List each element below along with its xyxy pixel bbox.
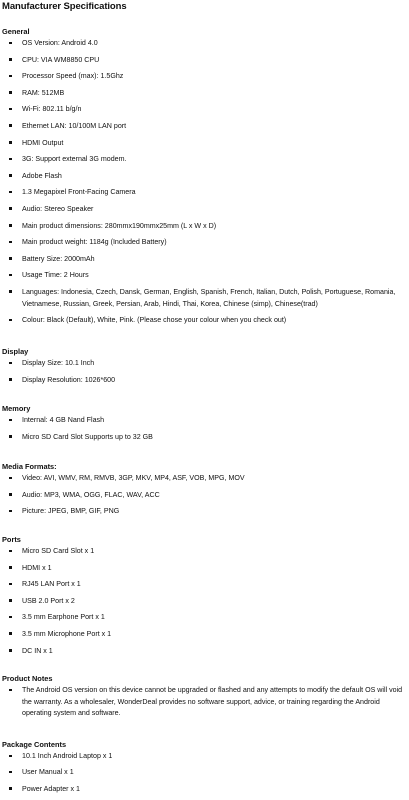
bullet-icon	[9, 224, 12, 227]
list-item: 3G: Support external 3G modem.	[2, 154, 404, 171]
section-title-general: General	[2, 27, 30, 36]
bullet-icon	[9, 124, 12, 127]
list-item: USB 2.0 Port x 2	[2, 596, 404, 613]
bullet-icon	[9, 174, 12, 177]
list-item: Audio: MP3, WMA, OGG, FLAC, WAV, ACC	[2, 490, 404, 507]
list-item: Main product dimensions: 280mmx190mmx25mm (L x W x D)	[2, 221, 404, 238]
list-item: Colour: Black (Default), White, Pink. (Please chose your colour when you check out)	[2, 315, 404, 332]
bullet-icon	[9, 566, 12, 569]
list-item: Battery Size: 2000mAh	[2, 254, 404, 271]
bullet-icon	[9, 158, 12, 161]
section-display	[2, 347, 404, 391]
list-item: Main product weight: 1184g (Included Battery)	[2, 237, 404, 254]
bullet-icon	[9, 191, 12, 194]
list-item: RJ45 LAN Port x 1	[2, 579, 404, 596]
list-item: Video: AVI, WMV, RM, RMVB, 3GP, MKV, MP4, ASF, VOB, MPG, MOV	[2, 473, 404, 490]
bullet-icon	[9, 477, 12, 480]
list-item: CPU: VIA WM8850 CPU	[2, 55, 404, 72]
list-item: Ethernet LAN: 10/100M LAN port	[2, 121, 404, 138]
bullet-icon	[9, 42, 12, 45]
list-item: DC IN x 1	[2, 646, 404, 663]
media-list	[2, 473, 404, 523]
memory-list	[2, 415, 404, 448]
bullet-icon	[9, 257, 12, 260]
list-item: Internal: 4 GB Nand Flash	[2, 415, 404, 432]
package-list	[2, 751, 404, 800]
list-item: RAM: 512MB	[2, 88, 404, 105]
ports-list	[2, 546, 404, 662]
list-item: Micro SD Card Slot Supports up to 32 GB	[2, 432, 404, 449]
section-package-contents	[2, 740, 404, 800]
list-item: OS Version: Android 4.0	[2, 38, 404, 55]
section-product-notes	[2, 674, 404, 720]
page-title: Manufacturer Specifications	[2, 1, 127, 12]
list-item: 10.1 Inch Android Laptop x 1	[2, 751, 404, 767]
bullet-icon	[9, 435, 12, 438]
section-title-media-formats: Media Formats:	[2, 462, 57, 471]
bullet-icon	[9, 290, 12, 293]
general-list	[2, 38, 404, 332]
bullet-icon	[9, 616, 12, 619]
bullet-icon	[9, 599, 12, 602]
section-ports	[2, 535, 404, 662]
bullet-icon	[9, 510, 12, 513]
list-item: Wi-Fi: 802.11 b/g/n	[2, 104, 404, 121]
bullet-icon	[9, 787, 12, 790]
bullet-icon	[9, 58, 12, 61]
bullet-icon	[9, 493, 12, 496]
section-media-formats	[2, 462, 404, 523]
section-memory	[2, 404, 404, 448]
bullet-icon	[9, 241, 12, 244]
bullet-icon	[9, 771, 12, 774]
display-list	[2, 358, 404, 391]
section-title-ports: Ports	[2, 535, 21, 544]
list-item: Processor Speed (max): 1.5Ghz	[2, 71, 404, 88]
section-general	[2, 27, 404, 332]
bullet-icon	[9, 419, 12, 422]
section-title-product-notes: Product Notes	[2, 674, 53, 683]
list-item: HDMI x 1	[2, 563, 404, 580]
section-title-display: Display	[2, 347, 29, 356]
bullet-icon	[9, 75, 12, 78]
bullet-icon	[9, 362, 12, 365]
bullet-icon	[9, 378, 12, 381]
list-item: 3.5 mm Earphone Port x 1	[2, 612, 404, 629]
bullet-icon	[9, 755, 12, 758]
bullet-icon	[9, 319, 12, 322]
bullet-icon	[9, 108, 12, 111]
list-item: HDMI Output	[2, 138, 404, 155]
bullet-icon	[9, 274, 12, 277]
list-item: Adobe Flash	[2, 171, 404, 188]
bullet-icon	[9, 207, 12, 210]
list-item: 3.5 mm Microphone Port x 1	[2, 629, 404, 646]
bullet-icon	[9, 649, 12, 652]
bullet-icon	[9, 632, 12, 635]
bullet-icon	[9, 689, 12, 692]
bullet-icon	[9, 141, 12, 144]
section-title-package-contents: Package Contents	[2, 740, 67, 749]
list-item: Power Adapter x 1	[2, 784, 404, 800]
list-item: Micro SD Card Slot x 1	[2, 546, 404, 563]
list-item: Picture: JPEG, BMP, GIF, PNG	[2, 506, 404, 523]
product-note: The Android OS version on this device cannot be upgraded or flashed and any attempts to modify the default OS will void the warranty. As a wholesaler, WonderDeal provides no software support, advice, or training regarding the Android operating system and software.	[2, 685, 404, 720]
list-item: Display Size: 10.1 Inch	[2, 358, 404, 375]
bullet-icon	[9, 550, 12, 553]
list-item: Audio: Stereo Speaker	[2, 204, 404, 221]
list-item: Usage Time: 2 Hours	[2, 270, 404, 287]
bullet-icon	[9, 583, 12, 586]
section-title-memory: Memory	[2, 404, 31, 413]
list-item: User Manual x 1	[2, 767, 404, 783]
bullet-icon	[9, 91, 12, 94]
list-item: Languages: Indonesia, Czech, Dansk, German, English, Spanish, French, Italian, Dutch, Polish, Portuguese, Romania, Vietnamese, Russian, Greek, Persian, Arab, Hindi, Thai, Korea, Chinese (simp), Chinese(trad)	[2, 287, 404, 316]
list-item: Display Resolution: 1026*600	[2, 375, 404, 392]
list-item: 1.3 Megapixel Front-Facing Camera	[2, 187, 404, 204]
